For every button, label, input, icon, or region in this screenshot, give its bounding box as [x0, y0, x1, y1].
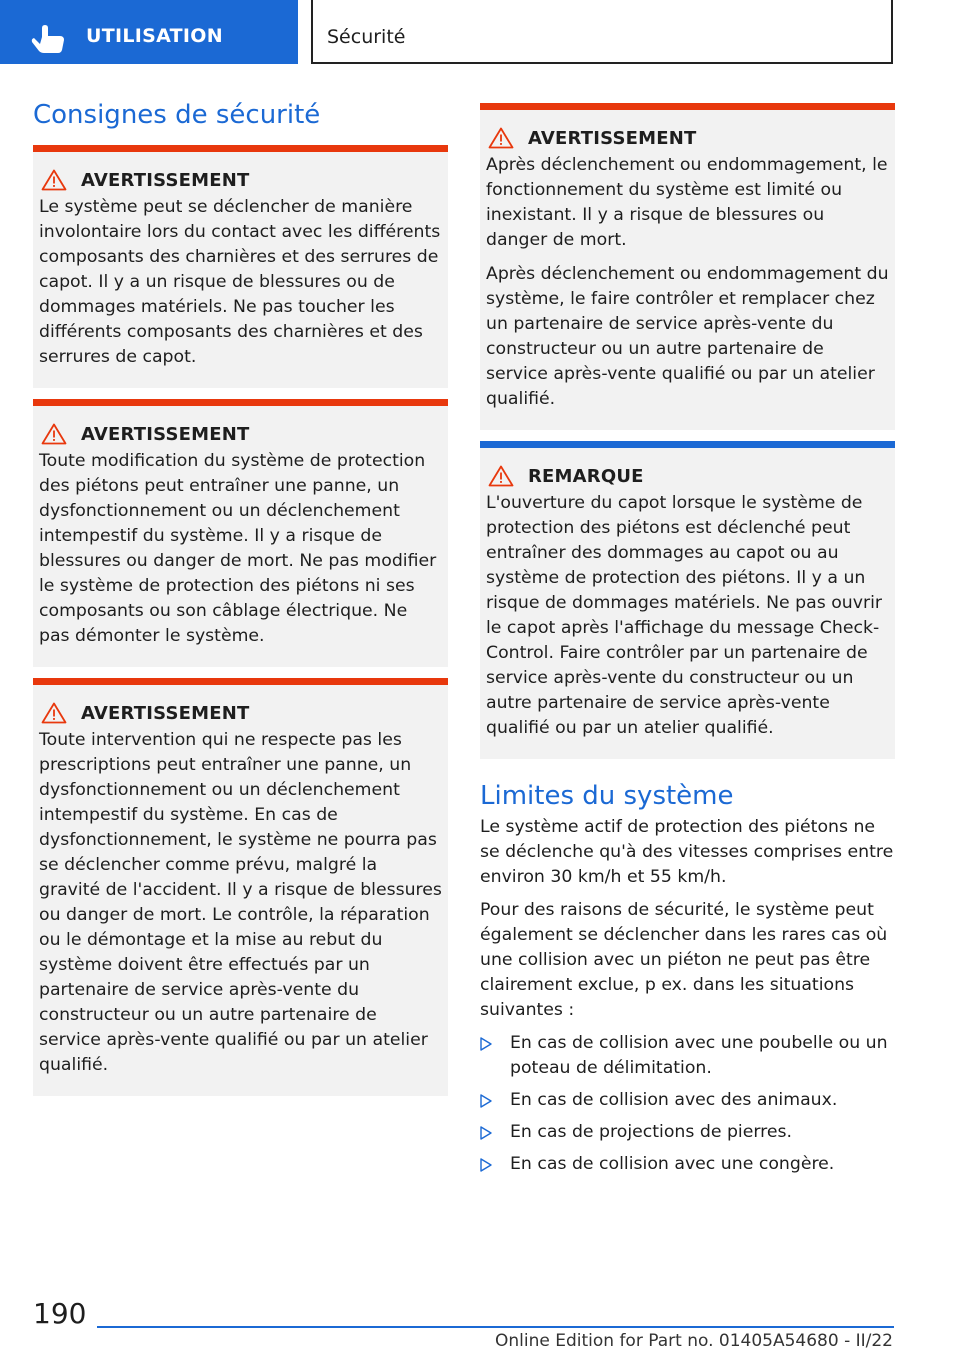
- triangle-bullet-icon: [480, 1037, 492, 1051]
- warning-text: Toute intervention qui ne respecte pas les prescriptions peut entraîner une panne, un dysfonctionnement ou un déclenchement intempestif du système. En cas de dysfonctionnement, le système ne pourra pas se déclencher comme prévu, malgré la gravité de l'accident. Il y a risque de blessures ou danger de mort. Le contrôle, la réparation ou le démontage et la mise au rebut du système doivent être effectués par un partenaire de service après-vente du constructeur ou un autre partenaire de service après-vente qualifié ou par un atelier qualifié.: [39, 730, 442, 1075]
- warning-triangle-icon: [488, 465, 514, 487]
- bullet-list: [480, 1031, 895, 1177]
- list-item: [480, 1120, 895, 1145]
- warning-box: [33, 399, 448, 667]
- section-heading: Limites du système: [480, 781, 734, 811]
- warning-box: [480, 103, 895, 430]
- warning-box: [33, 145, 448, 388]
- chapter-title: Sécurité: [327, 26, 406, 48]
- triangle-bullet-icon: [480, 1126, 492, 1140]
- warning-triangle-icon: [41, 702, 67, 724]
- hand-pointer-icon: [30, 24, 68, 54]
- triangle-bullet-icon: [480, 1094, 492, 1108]
- warning-bar: [33, 678, 448, 685]
- warning-triangle-icon: [488, 127, 514, 149]
- warning-title: AVERTISSEMENT: [528, 127, 697, 149]
- left-column: [33, 98, 448, 1096]
- note-box: [480, 441, 895, 759]
- warning-bar: [33, 145, 448, 152]
- edition-footer: Online Edition for Part no. 01405A54680 - II/22: [494, 1331, 893, 1351]
- page-number: 190: [33, 1297, 87, 1330]
- warning-text: Après déclenchement ou endommagement, le fonctionnement du système est limité ou inexistant. Il y a risque de blessures ou danger de mort.: [486, 155, 888, 250]
- section-tab[interactable]: [0, 0, 298, 64]
- note-text: L'ouverture du capot lorsque le système de protection des piétons est déclenché peut entraîner des dommages au capot ou au système de protection des piétons. Il y a un risque de dommages matériels. Ne pas ouvrir le capot après l'affichage du message Check-Control. Faire contrôler par un partenaire de service après-vente du constructeur ou un autre partenaire de service après-vente qualifié ou par un atelier qualifié.: [486, 493, 882, 738]
- note-bar: [480, 441, 895, 448]
- warning-bar: [33, 399, 448, 406]
- warning-text: Le système peut se déclencher de manière involontaire lors du contact avec les différents composants des charnières et des serrures de capot. Il y a un risque de blessures ou de dommages matériels. Ne pas toucher les différents composants des charnières et des serrures de capot.: [39, 197, 441, 367]
- list-item-text: En cas de collision avec une congère.: [510, 1154, 835, 1174]
- footer-divider: [97, 1326, 894, 1328]
- list-item: [480, 1152, 895, 1177]
- list-item: [480, 1088, 895, 1113]
- list-item: [480, 1031, 895, 1081]
- right-column: [480, 103, 895, 1184]
- warning-bar: [480, 103, 895, 110]
- list-item-text: En cas de collision avec une poubelle ou un poteau de délimitation.: [510, 1033, 888, 1078]
- section-heading: Consignes de sécurité: [33, 100, 321, 130]
- triangle-bullet-icon: [480, 1158, 492, 1172]
- warning-text: Après déclenchement ou endommagement du système, le faire contrôler et remplacer chez un partenaire de service après-vente du constructeur ou un autre partenaire de service après-vente qualifié ou par un atelier qualifié.: [486, 264, 889, 409]
- body-paragraph: Pour des raisons de sécurité, le système peut également se déclencher dans les rares cas où une collision avec un piéton ne peut pas être clairement exclue, p ex. dans les situations suivantes :: [480, 900, 888, 1020]
- list-item-text: En cas de projections de pierres.: [510, 1122, 793, 1142]
- warning-text: Toute modification du système de protection des piétons peut entraîner une panne, un dysfonctionnement ou un déclenchement intempestif du système. Il y a risque de blessures ou danger de mort. Ne pas modifier le système de protection des piétons ni ses composants ou son câblage électrique. Ne pas démonter le système.: [39, 451, 437, 646]
- warning-box: [33, 678, 448, 1096]
- note-title: REMARQUE: [528, 465, 644, 487]
- warning-triangle-icon: [41, 423, 67, 445]
- list-item-text: En cas de collision avec des animaux.: [510, 1090, 838, 1110]
- warning-title: AVERTISSEMENT: [81, 423, 250, 445]
- chapter-header: [311, 0, 893, 64]
- body-paragraph: Le système actif de protection des piétons ne se déclenche qu'à des vitesses comprises entre environ 30 km/h et 55 km/h.: [480, 817, 894, 887]
- warning-triangle-icon: [41, 169, 67, 191]
- warning-title: AVERTISSEMENT: [81, 702, 250, 724]
- warning-title: AVERTISSEMENT: [81, 169, 250, 191]
- section-label: UTILISATION: [86, 25, 223, 47]
